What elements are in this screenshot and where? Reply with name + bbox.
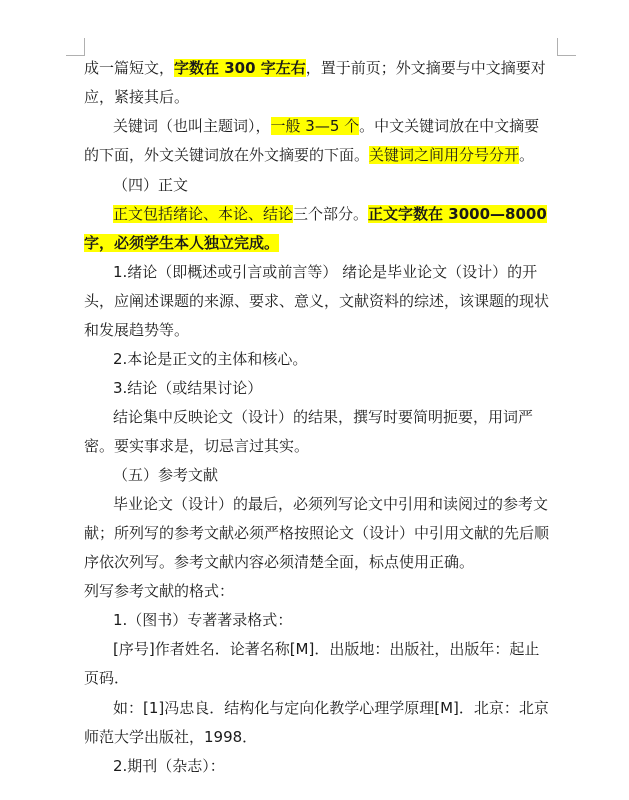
highlighted-text: 正文字数在 3000—8000: [368, 205, 547, 223]
text-segment: 页码．: [84, 669, 130, 687]
crop-mark-left-horizontal: [66, 55, 85, 56]
text-line: [84, 87, 629, 107]
text-line: [113, 204, 629, 224]
text-line: [84, 145, 629, 165]
highlighted-text: 正文包括绪论、本论、结论: [113, 205, 294, 223]
text-segment: 列写参考文献的格式：: [84, 582, 235, 600]
text-line: [84, 436, 629, 456]
text-segment: 密。要实事求是，切忌言过其实。: [84, 437, 310, 455]
text-segment: 如：[1]冯忠良．结构化与定向化教学心理学原理[M]．北京：北京: [113, 699, 549, 717]
highlighted-text: 一般 3—5 个: [270, 117, 360, 135]
text-line: [84, 523, 629, 543]
text-segment: 和发展趋势等。: [84, 321, 190, 339]
text-segment: 。: [519, 146, 535, 164]
text-segment: 序依次列写。参考文献内容必须清楚全面，标点使用正确。: [84, 553, 475, 571]
highlighted-text: 字数在 300 字左右: [174, 59, 306, 77]
text-segment: （四）正文: [113, 176, 189, 194]
text-line: [113, 465, 629, 485]
text-segment: 师范大学出版社，1998．: [84, 728, 258, 746]
text-line: [113, 698, 629, 718]
text-segment: 三个部分。: [293, 205, 369, 223]
text-line: [113, 175, 629, 195]
text-line: [113, 262, 629, 282]
text-segment: 的下面，外文关键词放在外文摘要的下面。: [84, 146, 370, 164]
text-line: [113, 378, 629, 398]
text-line: [113, 639, 629, 659]
text-segment: 毕业论文（设计）的最后，必须列写论文中引用和读阅过的参考文: [113, 495, 549, 513]
text-segment: 2.期刊（杂志）：: [113, 757, 225, 775]
text-segment: 头，应阐述课题的来源、要求、意义，文献资料的综述，该课题的现状: [84, 292, 550, 310]
text-line: [113, 494, 629, 514]
text-segment: 1.绪论（即概述或引言或前言等） 绪论是毕业论文（设计）的开: [113, 263, 538, 281]
text-line: [113, 407, 629, 427]
text-line: [84, 233, 629, 253]
crop-mark-right-vertical: [557, 38, 558, 56]
text-line: [84, 581, 629, 601]
text-segment: 3.结论（或结果讨论）: [113, 379, 263, 397]
text-segment: [序号]作者姓名．论著名称[M]．出版地：出版社，出版年：起止: [113, 640, 540, 658]
highlighted-text: 字，必须学生本人独立完成。: [84, 234, 280, 252]
text-line: [84, 668, 629, 688]
text-segment: 。中文关键词放在中文摘要: [359, 117, 540, 135]
text-line: [113, 349, 629, 369]
crop-mark-left-vertical: [84, 38, 85, 56]
text-segment: 成一篇短文，: [84, 59, 175, 77]
text-segment: 2.本论是正文的主体和核心。: [113, 350, 308, 368]
text-segment: 献；所列写的参考文献必须严格按照论文（设计）中引用文献的先后顺: [84, 524, 550, 542]
text-line: [84, 320, 629, 340]
text-segment: （五）参考文献: [113, 466, 219, 484]
text-line: [113, 610, 629, 630]
text-line: [84, 58, 629, 78]
text-segment: 1.（图书）专著著录格式：: [113, 611, 293, 629]
text-line: [84, 291, 629, 311]
highlighted-text: 关键词之间用分号分开: [369, 146, 520, 164]
text-line: [84, 552, 629, 572]
text-segment: ，置于前页；外文摘要与中文摘要对: [305, 59, 546, 77]
text-line: [113, 116, 629, 136]
text-line: [84, 727, 629, 747]
text-segment: 关键词（也叫主题词），: [113, 117, 271, 135]
crop-mark-right-horizontal: [557, 55, 576, 56]
text-line: [113, 756, 629, 776]
text-segment: 结论集中反映论文（设计）的结果，撰写时要简明扼要，用词严: [113, 408, 534, 426]
text-segment: 应，紧接其后。: [84, 88, 190, 106]
